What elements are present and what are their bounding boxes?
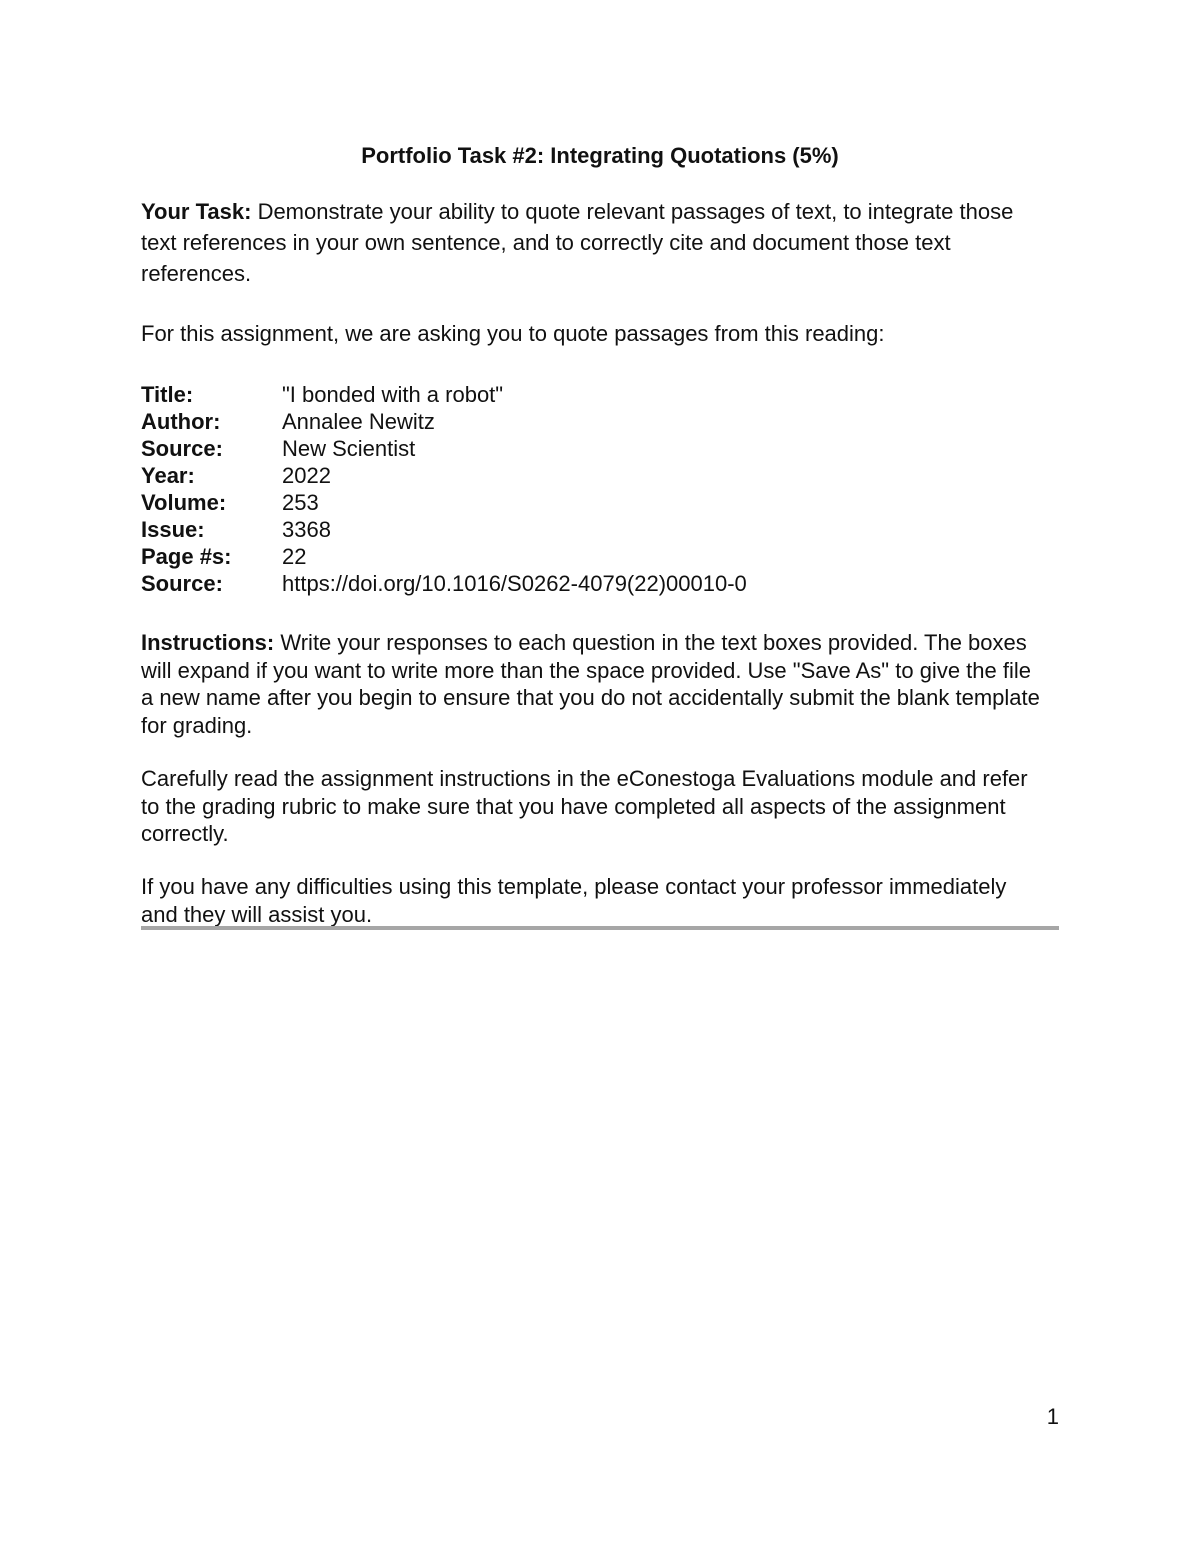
meta-label: Page #s: xyxy=(141,544,232,569)
meta-label: Title: xyxy=(141,382,194,407)
meta-value: New Scientist xyxy=(282,436,416,461)
meta-label: Source: xyxy=(141,571,223,596)
meta-row-pages xyxy=(141,543,747,570)
page-number: 1 xyxy=(1046,1404,1059,1429)
meta-row-year xyxy=(141,462,747,489)
instructions-paragraph xyxy=(141,629,1041,739)
meta-label: Source: xyxy=(141,436,223,461)
meta-value: 2022 xyxy=(282,463,331,488)
meta-row-doi xyxy=(141,570,747,597)
meta-row-issue xyxy=(141,516,747,543)
your-task-text: Demonstrate your ability to quote relevant passages of text, to integrate those text references in your own sentence, and to correctly cite and document those text references. xyxy=(141,199,1014,286)
horizontal-rule xyxy=(141,926,1059,930)
meta-label: Volume: xyxy=(141,490,227,515)
meta-label: Year: xyxy=(141,463,195,488)
document-title: Portfolio Task #2: Integrating Quotations (5%) xyxy=(361,143,839,168)
reading-metadata xyxy=(141,381,747,597)
meta-row-volume xyxy=(141,489,747,516)
your-task-paragraph xyxy=(141,196,1041,289)
meta-row-source xyxy=(141,435,747,462)
reading-intro: For this assignment, we are asking you to quote passages from this reading: xyxy=(141,321,885,346)
meta-value: 253 xyxy=(282,490,319,515)
careful-read-paragraph: Carefully read the assignment instructions in the eConestoga Evaluations module and refer to the grading rubric to make sure that you have completed all aspects of the assignment correctly. xyxy=(141,766,1028,846)
meta-row-title xyxy=(141,381,747,408)
your-task-label: Your Task: xyxy=(141,199,252,224)
meta-value: "I bonded with a robot" xyxy=(282,382,504,407)
instructions-label: Instructions: xyxy=(141,630,275,655)
difficulties-paragraph: If you have any difficulties using this template, please contact your professor immediately and they will assist you. xyxy=(141,874,1007,927)
meta-label: Author: xyxy=(141,409,221,434)
doi-link[interactable]: https://doi.org/10.1016/S0262-4079(22)00010-0 xyxy=(282,571,747,596)
instructions-text: Write your responses to each question in the text boxes provided. The boxes will expand if you want to write more than the space provided. Use "Save As" to give the file a new name after you begin to ensure that you do not accidentally submit the blank template for grading. xyxy=(141,630,1040,738)
meta-value: Annalee Newitz xyxy=(282,409,435,434)
meta-label: Issue: xyxy=(141,517,205,542)
meta-row-author xyxy=(141,408,747,435)
meta-value: 3368 xyxy=(282,517,331,542)
meta-value: 22 xyxy=(282,544,307,569)
